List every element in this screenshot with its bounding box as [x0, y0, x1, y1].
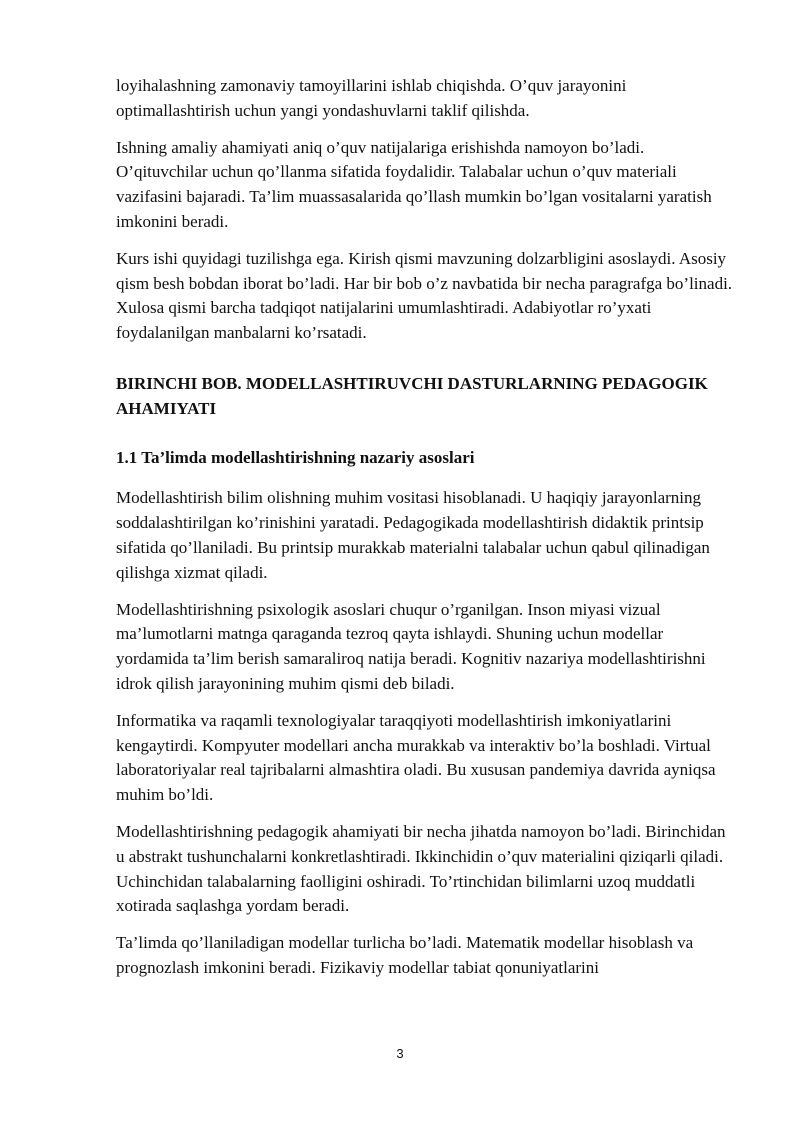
body-paragraph: Ishning amaliy ahamiyati aniq o’quv natijalariga erishishda namoyon bo’ladi. O’qituvchilar uchun qo’llanma sifatida foydalidir. Talabalar uchun o’quv materiali vazifasini bajaradi. Ta’lim muassasalarida qo’llash mumkin bo’lgan vositalarni yaratish imkonini beradi.: [116, 137, 712, 231]
page-number: 3: [396, 1046, 404, 1061]
body-paragraph: Modellashtirishning psixologik asoslari chuqur o’rganilgan. Inson miyasi vizual ma’lumotlarni matnga qaraganda tezroq qayta ishlaydi. Shuning uchun modellar yordamida ta’lim berish samaraliroq natija beradi. Kognitiv nazariya modellashtirishni idrok qilish jarayonining muhim qismi deb biladi.: [116, 599, 706, 693]
body-paragraph: Ta’limda qo’llaniladigan modellar turlicha bo’ladi. Matematik modellar hisoblash va prognozlash imkonini beradi. Fizikaviy modellar tabiat qonuniyatlarini: [116, 933, 694, 977]
body-paragraph: Modellashtirish bilim olishning muhim vositasi hisoblanadi. U haqiqiy jarayonlarning soddalashtirilgan ko’rinishini yaratadi. Pedagogikada modellashtirish didaktik printsip sifatida qo’llaniladi. Bu printsip murakkab materialni talabalar uchun qabul qilinadigan qilishga xizmat qiladi.: [116, 488, 710, 582]
chapter-heading: BIRINCHI BOB. MODELLASHTIRUVCHI DASTURLARNING PEDAGOGIK AHAMIYATI: [116, 373, 708, 418]
body-paragraph: Kurs ishi quyidagi tuzilishga ega. Kirish qismi mavzuning dolzarbligini asoslaydi. Asosiy qism besh bobdan iborat bo’ladi. Har bir bob o’z navbatida bir necha paragrafga bo’linadi. Xulosa qismi barcha tadqiqot natijalarini umumlashtiradi. Adabiyotlar ro’yxati foydalanilgan manbalarni ko’rsatadi.: [116, 248, 733, 343]
body-paragraph: Informatika va raqamli texnologiyalar taraqqiyoti modellashtirish imkoniyatlarini kengaytirdi. Kompyuter modellari ancha murakkab va interaktiv bo’la boshladi. Virtual laboratoriyalar real tajribalarni almashtira oladi. Bu xususan pandemiya davrida ayniqsa muhim bo’ldi.: [116, 710, 716, 805]
body-paragraph: Modellashtirishning pedagogik ahamiyati bir necha jihatda namoyon bo’ladi. Birinchidan u abstrakt tushunchalarni konkretlashtiradi. Ikkinchidin o’quv materialini qiziqarli qiladi. Uchinchidan talabalarning faolligini oshiradi. To’rtinchidan bilimlarni uzoq muddatli xotirada saqlashga yordam beradi.: [116, 821, 726, 916]
section-heading: 1.1 Ta’limda modellashtirishning nazariy asoslari: [116, 447, 475, 467]
body-paragraph: loyihalashning zamonaviy tamoyillarini ishlab chiqishda. O’quv jarayonini optimallashtirish uchun yangi yondashuvlarni taklif qilishda.: [116, 76, 627, 120]
page-body: [116, 74, 736, 993]
